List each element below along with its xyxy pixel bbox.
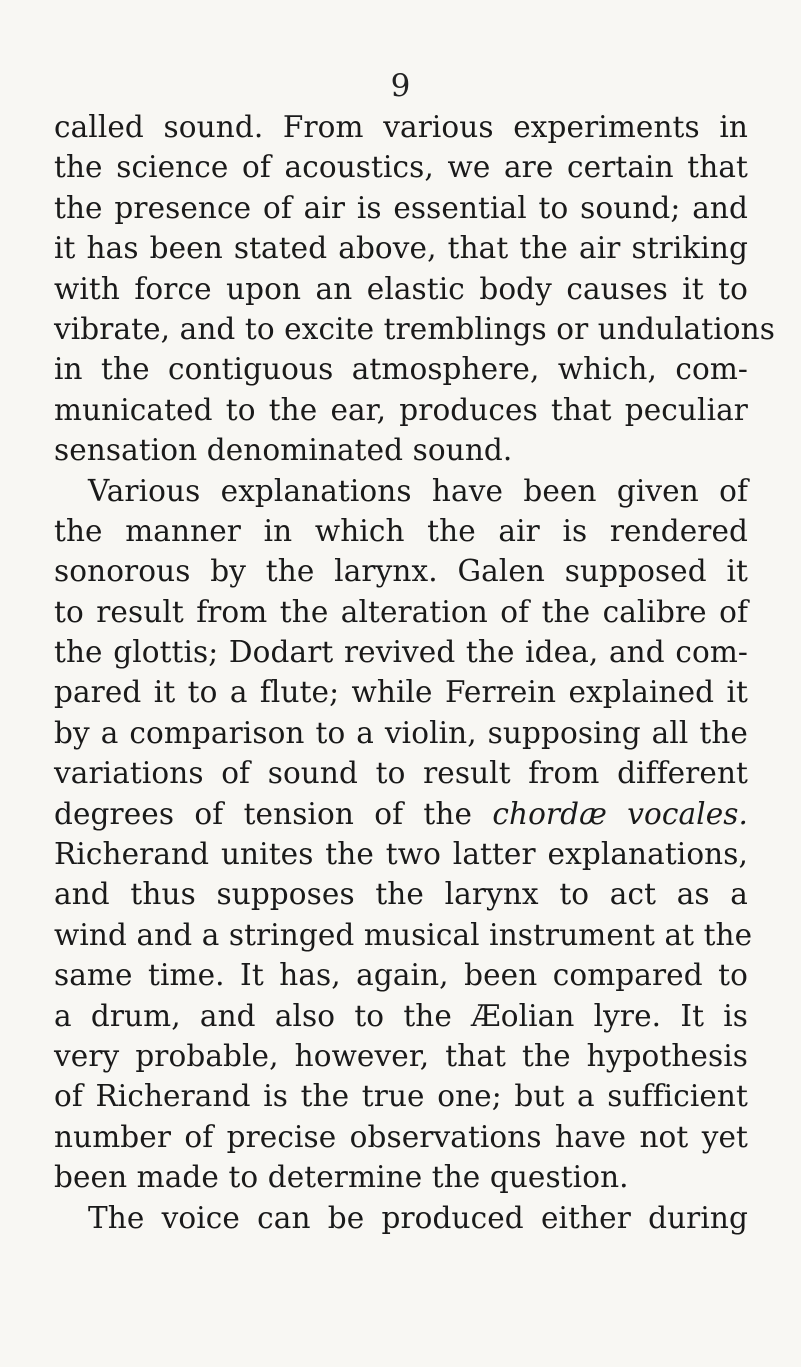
body-text (54, 107, 775, 1238)
text-line: in the contiguous atmosphere, which, com- (54, 352, 748, 387)
text-line: sensation denominated sound. (54, 433, 513, 468)
text-line: the presence of air is essential to sound; and (54, 190, 748, 225)
text-line: Richerand unites the two latter explanations, (54, 837, 748, 872)
text-line: pared it to a flute; while Ferrein explained it (54, 675, 748, 710)
text-line: called sound. From various experiments in (54, 110, 748, 144)
italic-term: chordæ vocales. (492, 796, 748, 831)
text-line: very probable, however, that the hypothesis (54, 1038, 748, 1073)
text-line: with force upon an elastic body causes it to (54, 271, 748, 306)
text-line: the science of acoustics, we are certain that (54, 150, 748, 185)
text-line: been made to determine the question. (54, 1160, 629, 1195)
text-line: The voice can be produced either during (88, 1200, 748, 1235)
text-line: wind and a stringed musical instrument at the (54, 917, 753, 952)
text-line: sonorous by the larynx. Galen supposed it (54, 554, 748, 589)
text-line: same time. It has, again, been compared to (54, 958, 748, 993)
text-line: the manner in which the air is rendered (54, 513, 748, 548)
text-line: a drum, and also to the Æolian lyre. It is (54, 998, 748, 1033)
text-line: by a comparison to a violin, supposing all the (54, 715, 748, 750)
text-line: to result from the alteration of the calibre of (54, 594, 748, 629)
text-line: vibrate, and to excite tremblings or undulations (54, 311, 775, 346)
text-line: and thus supposes the larynx to act as a (54, 877, 748, 912)
text-line: variations of sound to result from different (54, 756, 748, 791)
text-line: municated to the ear, produces that peculiar (54, 392, 748, 427)
text-line: of Richerand is the true one; but a sufficient (54, 1079, 748, 1114)
text-line: it has been stated above, that the air striking (54, 231, 748, 266)
text-line-mixed (54, 794, 748, 834)
text-line: Various explanations have been given of (88, 473, 748, 508)
page-number: 9 (390, 68, 411, 104)
text-line: the glottis; Dodart revived the idea, and com- (54, 635, 748, 670)
text-span: degrees of tension of the (54, 796, 493, 831)
text-line: number of precise observations have not yet (54, 1119, 748, 1154)
